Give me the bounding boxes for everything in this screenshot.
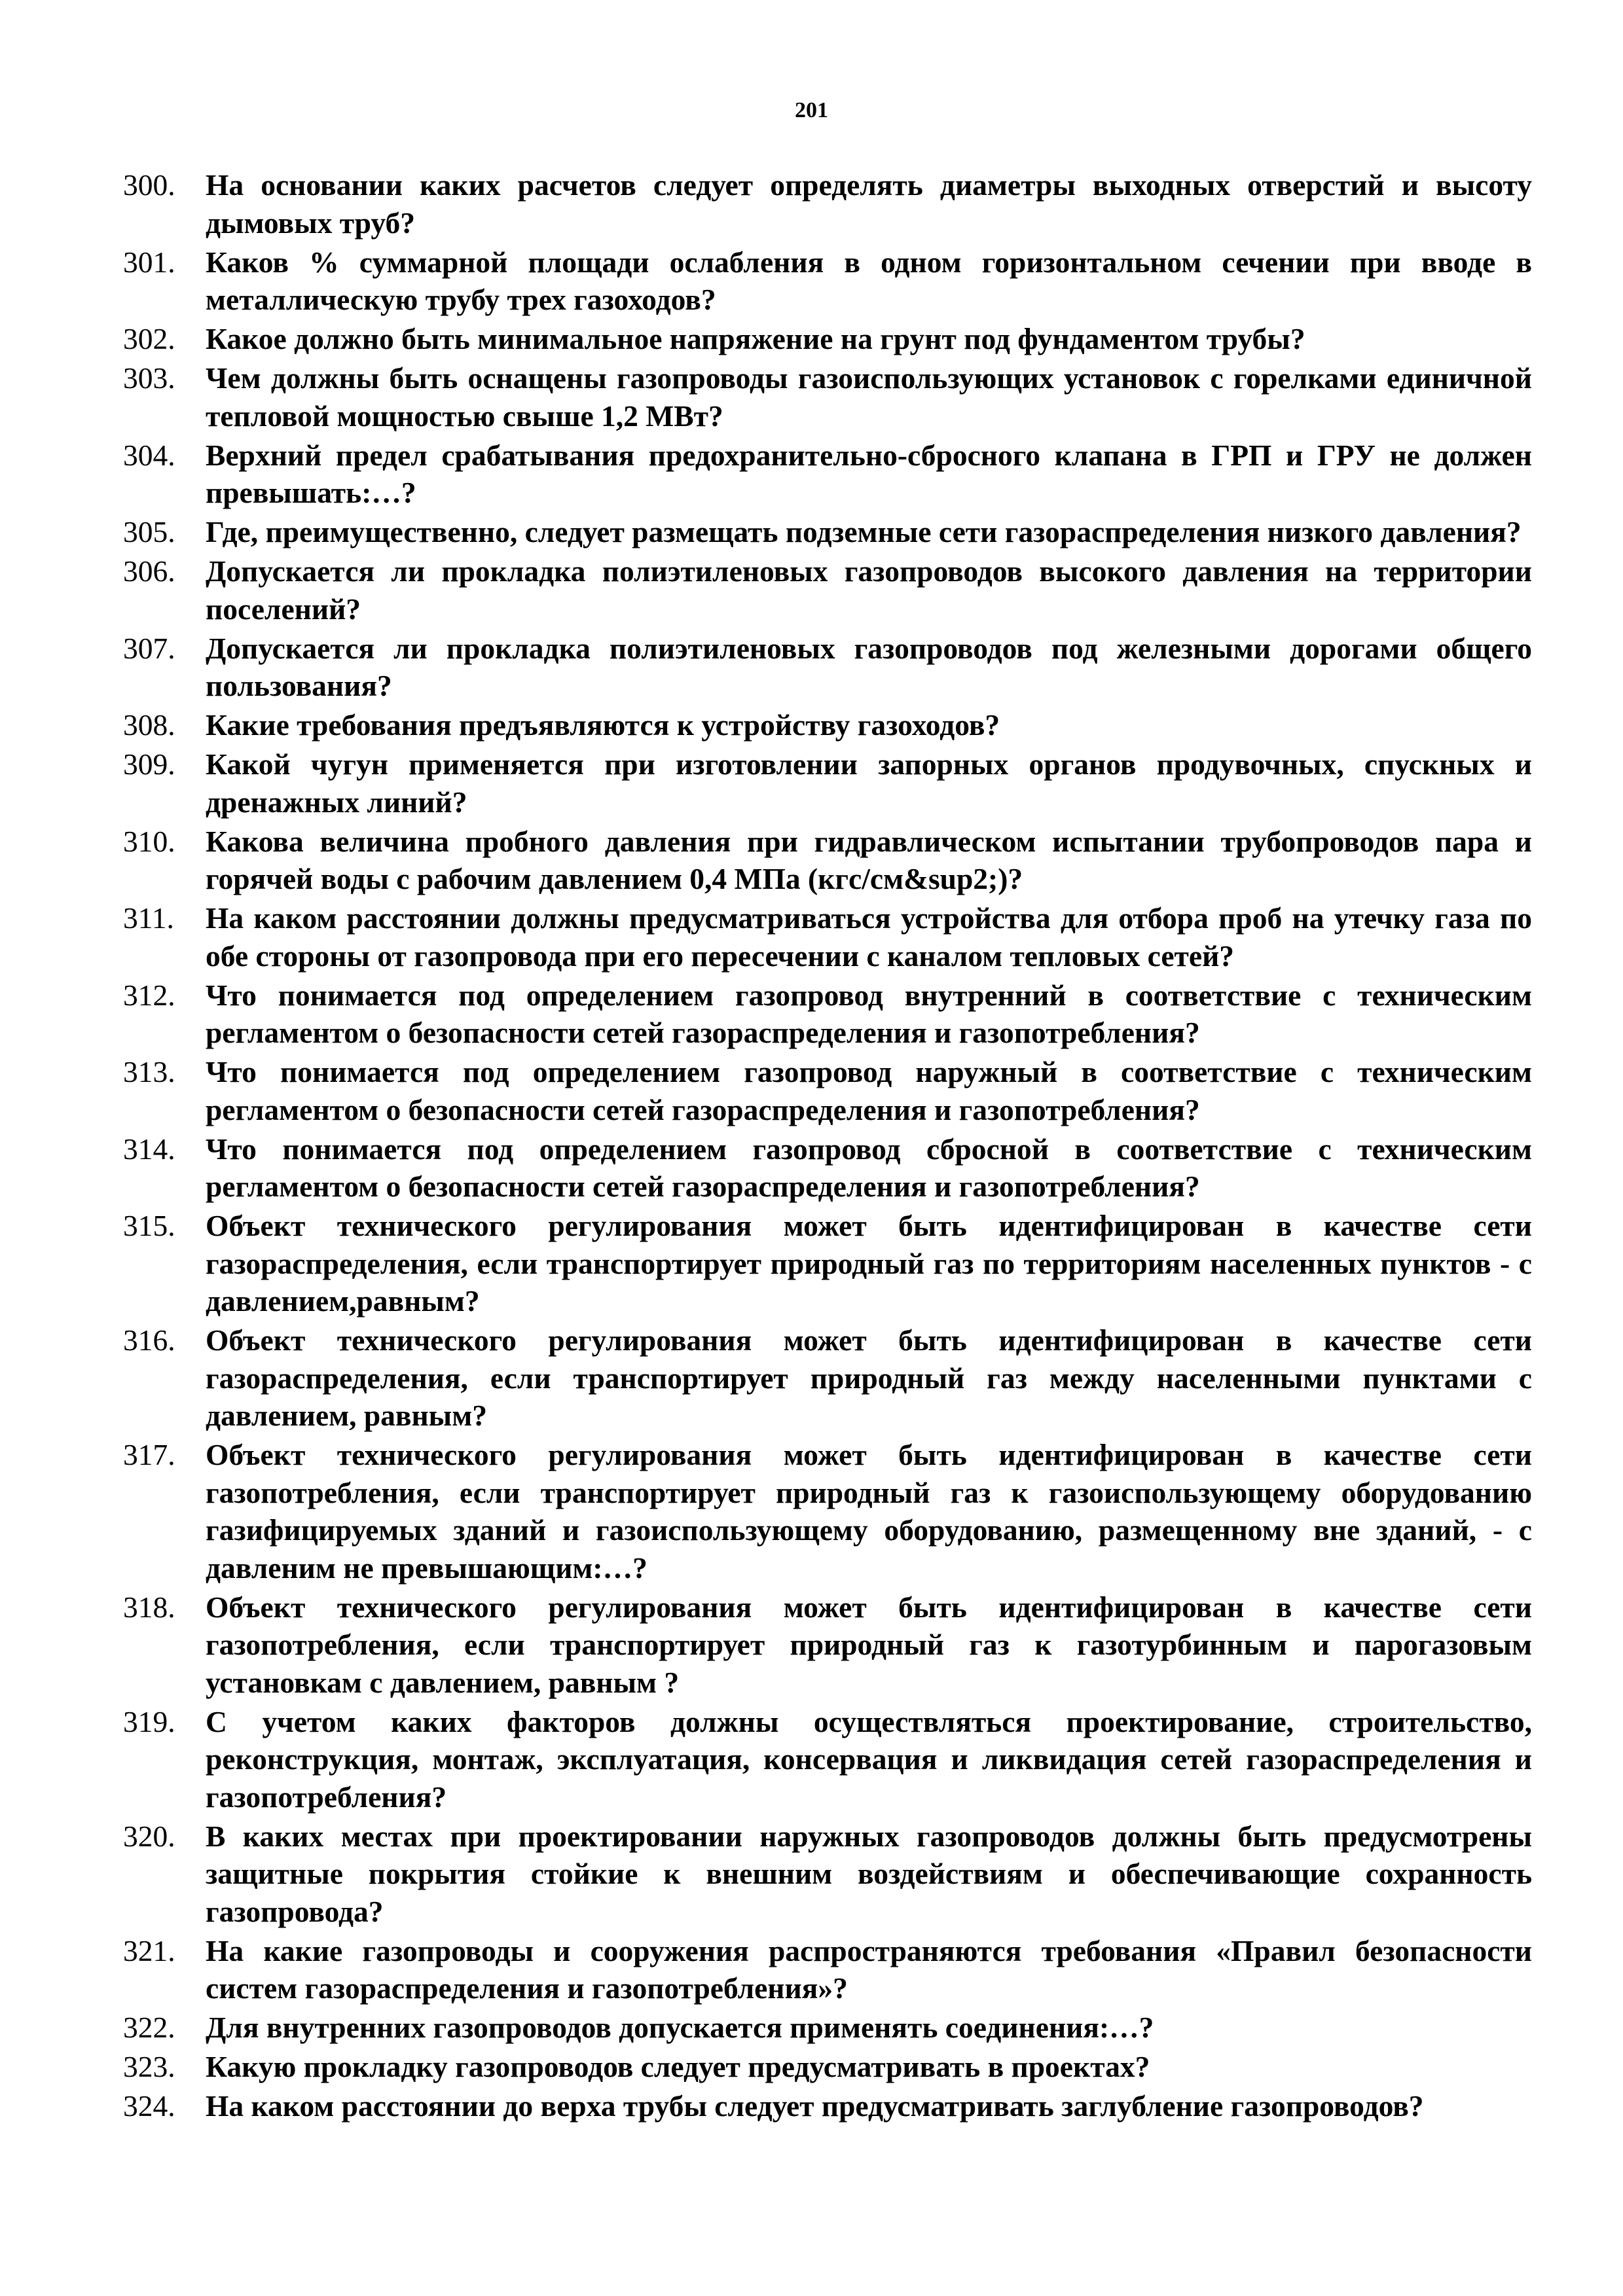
question-number: 301. — [123, 245, 175, 279]
question-item — [123, 1130, 1532, 1206]
question-item — [123, 1703, 1532, 1816]
question-text: Объект технического регулирования может быть идентифицирован в качестве сети газопотребления, если транспортирует природный газ к газоиспользующему оборудованию газифицируемых зданий и газоиспользующему оборудованию, размещенному вне зданий, - с давленим не превышающим:…? — [206, 1438, 1532, 1585]
question-text: Где, преимущественно, следует размещать подземные сети газораспределения низкого давления? — [206, 515, 1522, 548]
question-number: 300. — [123, 168, 175, 202]
question-number: 321. — [123, 1933, 175, 1967]
question-text: С учетом каких факторов должны осуществляться проектирование, строительство, реконструкция, монтаж, эксплуатация, консервация и ликвидация сетей газораспределения и газопотребления? — [206, 1704, 1532, 1814]
question-number: 307. — [123, 631, 175, 665]
question-item — [123, 823, 1532, 898]
question-list — [123, 166, 1532, 2126]
question-text: Для внутренних газопроводов допускается применять соединения:…? — [206, 2011, 1154, 2044]
question-number: 318. — [123, 1590, 175, 1624]
question-text: Верхний предел срабатывания предохранительно-сбросного клапана в ГРП и ГРУ не должен превышать:…? — [206, 438, 1532, 509]
question-item — [123, 1053, 1532, 1128]
question-number: 308. — [123, 708, 175, 742]
question-item — [123, 320, 1532, 358]
question-number: 320. — [123, 1819, 175, 1853]
question-number: 309. — [123, 747, 175, 781]
question-text: Допускается ли прокладка полиэтиленовых газопроводов высокого давления на территории поселений? — [206, 554, 1532, 626]
question-item — [123, 1207, 1532, 1320]
question-item — [123, 899, 1532, 975]
question-text: Чем должны быть оснащены газопроводы газоиспользующих установок с горелками единичной тепловой мощностью свыше 1,2 МВт? — [206, 361, 1532, 433]
question-number: 310. — [123, 824, 175, 858]
question-text: Какова величина пробного давления при гидравлическом испытании трубопроводов пара и горячей воды с рабочим давлением 0,4 МПа (кгс/см&sup2;)? — [206, 824, 1532, 895]
question-text: Объект технического регулирования может быть идентифицирован в качестве сети газораспределения, если транспортирует природный газ между населенными пунктами с давлением, равным? — [206, 1323, 1532, 1432]
question-text: Что понимается под определением газопровод наружный в соответствие с техническим регламентом о безопасности сетей газораспределения и газопотребления? — [206, 1055, 1532, 1126]
question-item — [123, 977, 1532, 1052]
question-item — [123, 2009, 1532, 2047]
question-text: Допускается ли прокладка полиэтиленовых газопроводов под железными дорогами общего пользования? — [206, 631, 1532, 702]
question-item — [123, 1818, 1532, 1931]
question-text: Какие требования предъявляются к устройству газоходов? — [206, 708, 1000, 742]
question-text: На основании каких расчетов следует определять диаметры выходных отверстий и высоту дымовых труб? — [206, 168, 1532, 240]
question-item — [123, 166, 1532, 242]
question-text: Какую прокладку газопроводов следует предусматривать в проектах? — [206, 2050, 1150, 2083]
question-text: Что понимается под определением газопровод внутренний в соответствие с техническим регламентом о безопасности сетей газораспределения и газопотребления? — [206, 978, 1532, 1049]
question-item — [123, 2087, 1532, 2125]
question-item — [123, 552, 1532, 628]
question-text: В каких местах при проектировании наружных газопроводов должны быть предусмотрены защитные покрытия стойкие к внешним воздействиям и обеспечивающие сохранность газопровода? — [206, 1819, 1532, 1928]
question-number: 319. — [123, 1704, 175, 1738]
question-item — [123, 630, 1532, 705]
question-number: 304. — [123, 438, 175, 472]
question-number: 322. — [123, 2011, 175, 2044]
question-number: 302. — [123, 322, 175, 355]
question-text: На какие газопроводы и сооружения распространяются требования «Правил безопасности систем газораспределения и газопотребления»? — [206, 1933, 1532, 2005]
question-text: Что понимается под определением газопровод сбросной в соответствие с техническим регламентом о безопасности сетей газораспределения и газопотребления? — [206, 1132, 1532, 1203]
question-text: На каком расстоянии должны предусматриваться устройства для отбора проб на утечку газа по обе стороны от газопровода при его пересечении с каналом тепловых сетей? — [206, 901, 1532, 973]
question-text: Какое должно быть минимальное напряжение на грунт под фундаментом трубы? — [206, 322, 1305, 355]
question-item — [123, 2048, 1532, 2086]
question-text: На каком расстоянии до верха трубы следует предусматривать заглубление газопроводов? — [206, 2089, 1424, 2123]
question-number: 314. — [123, 1132, 175, 1166]
question-number: 306. — [123, 554, 175, 588]
question-text: Каков % суммарной площади ослабления в одном горизонтальном сечении при вводе в металлическую трубу трех газоходов? — [206, 245, 1532, 316]
question-item — [123, 359, 1532, 435]
question-number: 317. — [123, 1438, 175, 1471]
page-number: 201 — [795, 98, 828, 122]
question-number: 313. — [123, 1055, 175, 1088]
question-number: 305. — [123, 515, 175, 548]
question-number: 312. — [123, 978, 175, 1012]
question-item — [123, 745, 1532, 821]
question-item — [123, 1436, 1532, 1587]
question-number: 323. — [123, 2050, 175, 2083]
question-item — [123, 1588, 1532, 1702]
question-item — [123, 513, 1532, 551]
question-text: Объект технического регулирования может быть идентифицирован в качестве сети газопотребления, если транспортирует природный газ к газотурбинным и парогазовым установкам с давлением, равным ? — [206, 1590, 1532, 1699]
question-item — [123, 243, 1532, 319]
question-text: Какой чугун применяется при изготовлении запорных органов продувочных, спускных и дренажных линий? — [206, 747, 1532, 819]
question-item — [123, 1321, 1532, 1435]
question-item — [123, 437, 1532, 512]
question-number: 311. — [123, 901, 174, 935]
question-number: 316. — [123, 1323, 175, 1357]
question-item — [123, 706, 1532, 744]
question-number: 315. — [123, 1209, 175, 1242]
question-number: 303. — [123, 361, 175, 395]
question-text: Объект технического регулирования может быть идентифицирован в качестве сети газораспределения, если транспортирует природный газ по территориям населенных пунктов - с давлением,равным? — [206, 1209, 1532, 1318]
question-item — [123, 1932, 1532, 2007]
question-number: 324. — [123, 2089, 175, 2123]
